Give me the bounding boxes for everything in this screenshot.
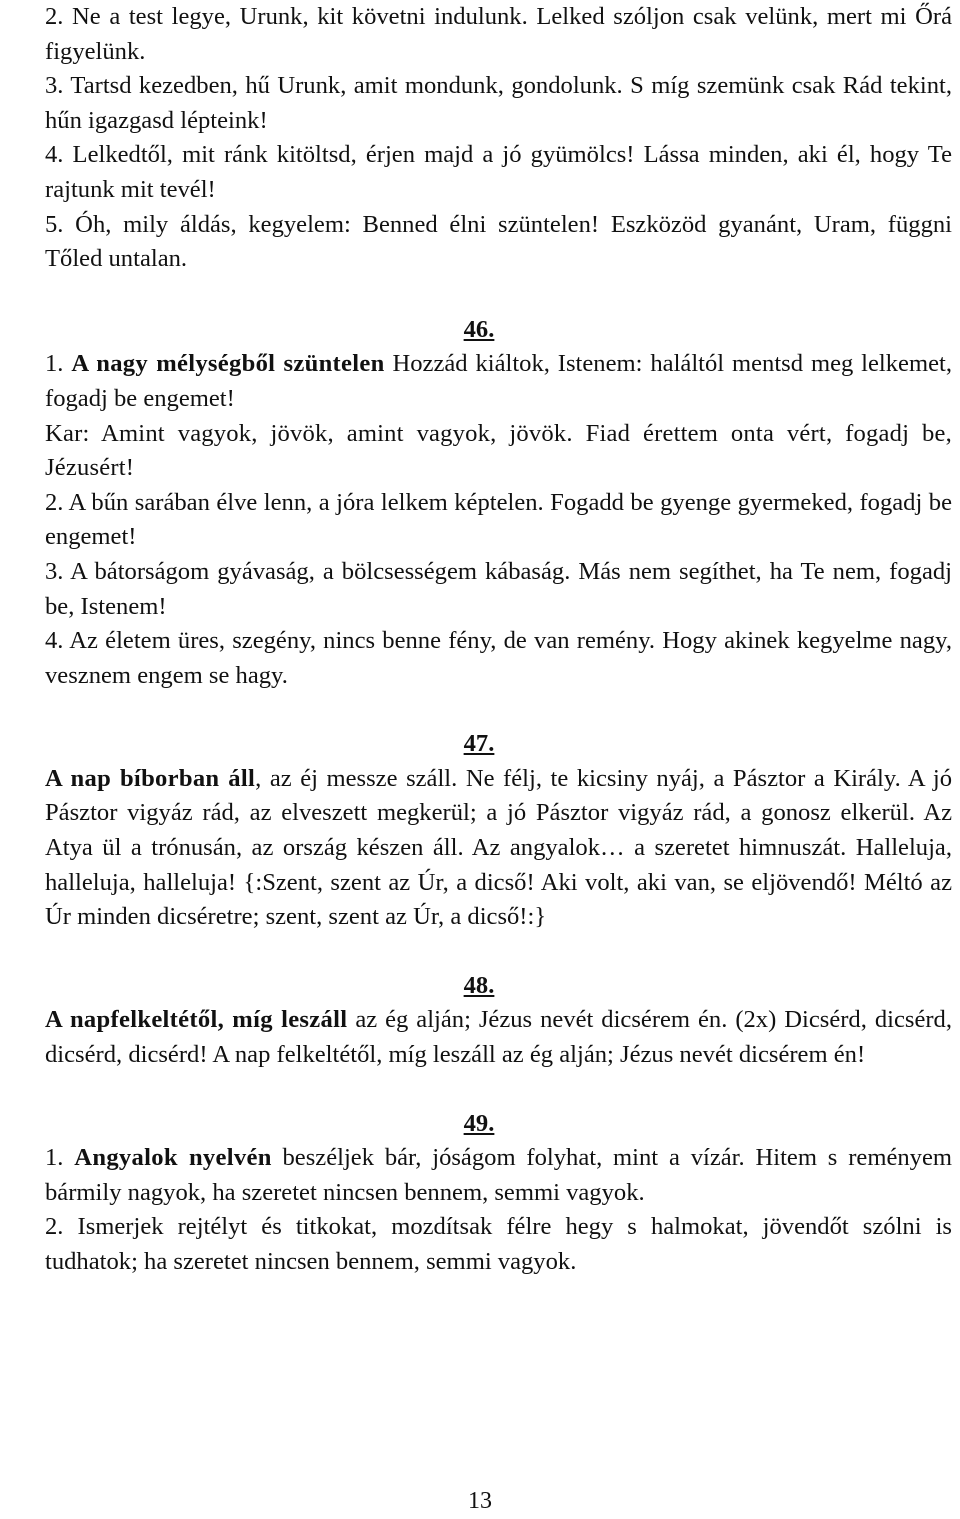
hymn-48 — [6, 1003, 952, 1072]
verse: 3. Tartsd kezedben, hű Urunk, amit mondunk, gondolunk. S míg szemünk csak Rád tekint, hűn igazgasd lépteink! — [45, 72, 952, 134]
verse — [6, 1141, 952, 1210]
hymn-incipit: A nagy mélységből szüntelen — [71, 350, 385, 378]
verse: 4. Lelkedtől, mit ránk kitöltsd, érjen majd a jó gyümölcs! Lássa minden, aki él, hogy Te rajtunk mit tevél! — [45, 141, 952, 203]
hymn-46 — [6, 347, 952, 693]
hymn-49 — [6, 1141, 952, 1279]
spacer — [6, 935, 952, 969]
hymn-number: 46. — [463, 315, 495, 343]
verse — [6, 1003, 952, 1072]
verse-text: az ég alján; Jézus nevét dicsérem én. (2x) Dicsérd, dicsérd, dicsérd, dicsérd! A nap felkeltétől, míg leszáll az ég alján; Jézus nevét dicsérem én! — [45, 1006, 952, 1069]
verse: 2. Ismerjek rejtélyt és titkokat, mozdítsak félre hegy s halmokat, jövendőt szólni is tudhatok; ha szeretet nincsen bennem, semmi vagyok. — [45, 1213, 952, 1275]
hymn-incipit: Angyalok nyelvén — [74, 1144, 272, 1172]
spacer — [6, 693, 952, 727]
verse: 2. A bűn sarában élve lenn, a jóra lelkem képtelen. Fogadd be gyenge gyermeked, fogadj be engemet! — [45, 488, 952, 551]
verse-text: , az éj messze száll. Ne félj, te kicsiny nyáj, a Pásztor a Király. A jó Pásztor vigyáz rád, az elveszett megkerül; a jó Pásztor vigyáz rád, a gonosz elkerül. Az Atya ül a trónusán, az ország készen áll. Az angyalok… a szeretet himnuszát. Halleluja, halleluja, halleluja! {:Szent, szent az Úr, a dicső! Aki volt, aki van, se eljövendő! Méltó az Úr minden dicséretre; szent, szent az Úr, a dicső!:} — [45, 764, 952, 931]
verse-number: 1. — [45, 350, 72, 378]
hymn-number: 48. — [463, 971, 495, 999]
verse-number: 1. — [45, 1144, 75, 1172]
spacer — [6, 277, 952, 313]
verse: 4. Az életem üres, szegény, nincs benne fény, de van remény. Hogy akinek kegyelme nagy, vesznem engem se hagy. — [45, 627, 952, 689]
verse-text: beszéljek bár, jóságom folyhat, mint a vízár. Hitem s reményem bármily nagyok, ha szeretet nincsen bennem, semmi vagyok. — [45, 1144, 953, 1206]
hymn-number: 47. — [463, 730, 495, 758]
verse — [6, 347, 952, 416]
page-number: 13 — [468, 1488, 492, 1514]
hymn-45-continued — [6, 0, 952, 277]
refrain: Kar: Amint vagyok, jövök, amint vagyok, jövök. Fiad érettem onta vért, fogadj be, Jézusért! — [45, 419, 952, 482]
verse: 3. A bátorságom gyávaság, a bölcsességem kábaság. Más nem segíthet, ha Te nem, fogadj be, Istenem! — [45, 557, 952, 620]
hymn-incipit: A nap bíborban áll — [45, 764, 256, 792]
spacer — [6, 1073, 952, 1107]
hymn-47 — [6, 762, 952, 935]
verse-text: Hozzád kiáltok, Istenem: haláltól mentsd meg lelkemet, fogadj be engemet! — [45, 350, 952, 412]
hymn-incipit: A napfelkeltétől, míg leszáll — [45, 1006, 348, 1034]
verse — [6, 762, 952, 935]
verse: 5. Óh, mily áldás, kegyelem: Benned élni szüntelen! Eszközöd gyanánt, Uram, függni Tőled untalan. — [45, 210, 952, 273]
hymn-number: 49. — [463, 1109, 495, 1137]
verse: 2. Ne a test legye, Urunk, kit követni indulunk. Lelked szóljon csak velünk, mert mi Őrá figyelünk. — [45, 3, 952, 65]
